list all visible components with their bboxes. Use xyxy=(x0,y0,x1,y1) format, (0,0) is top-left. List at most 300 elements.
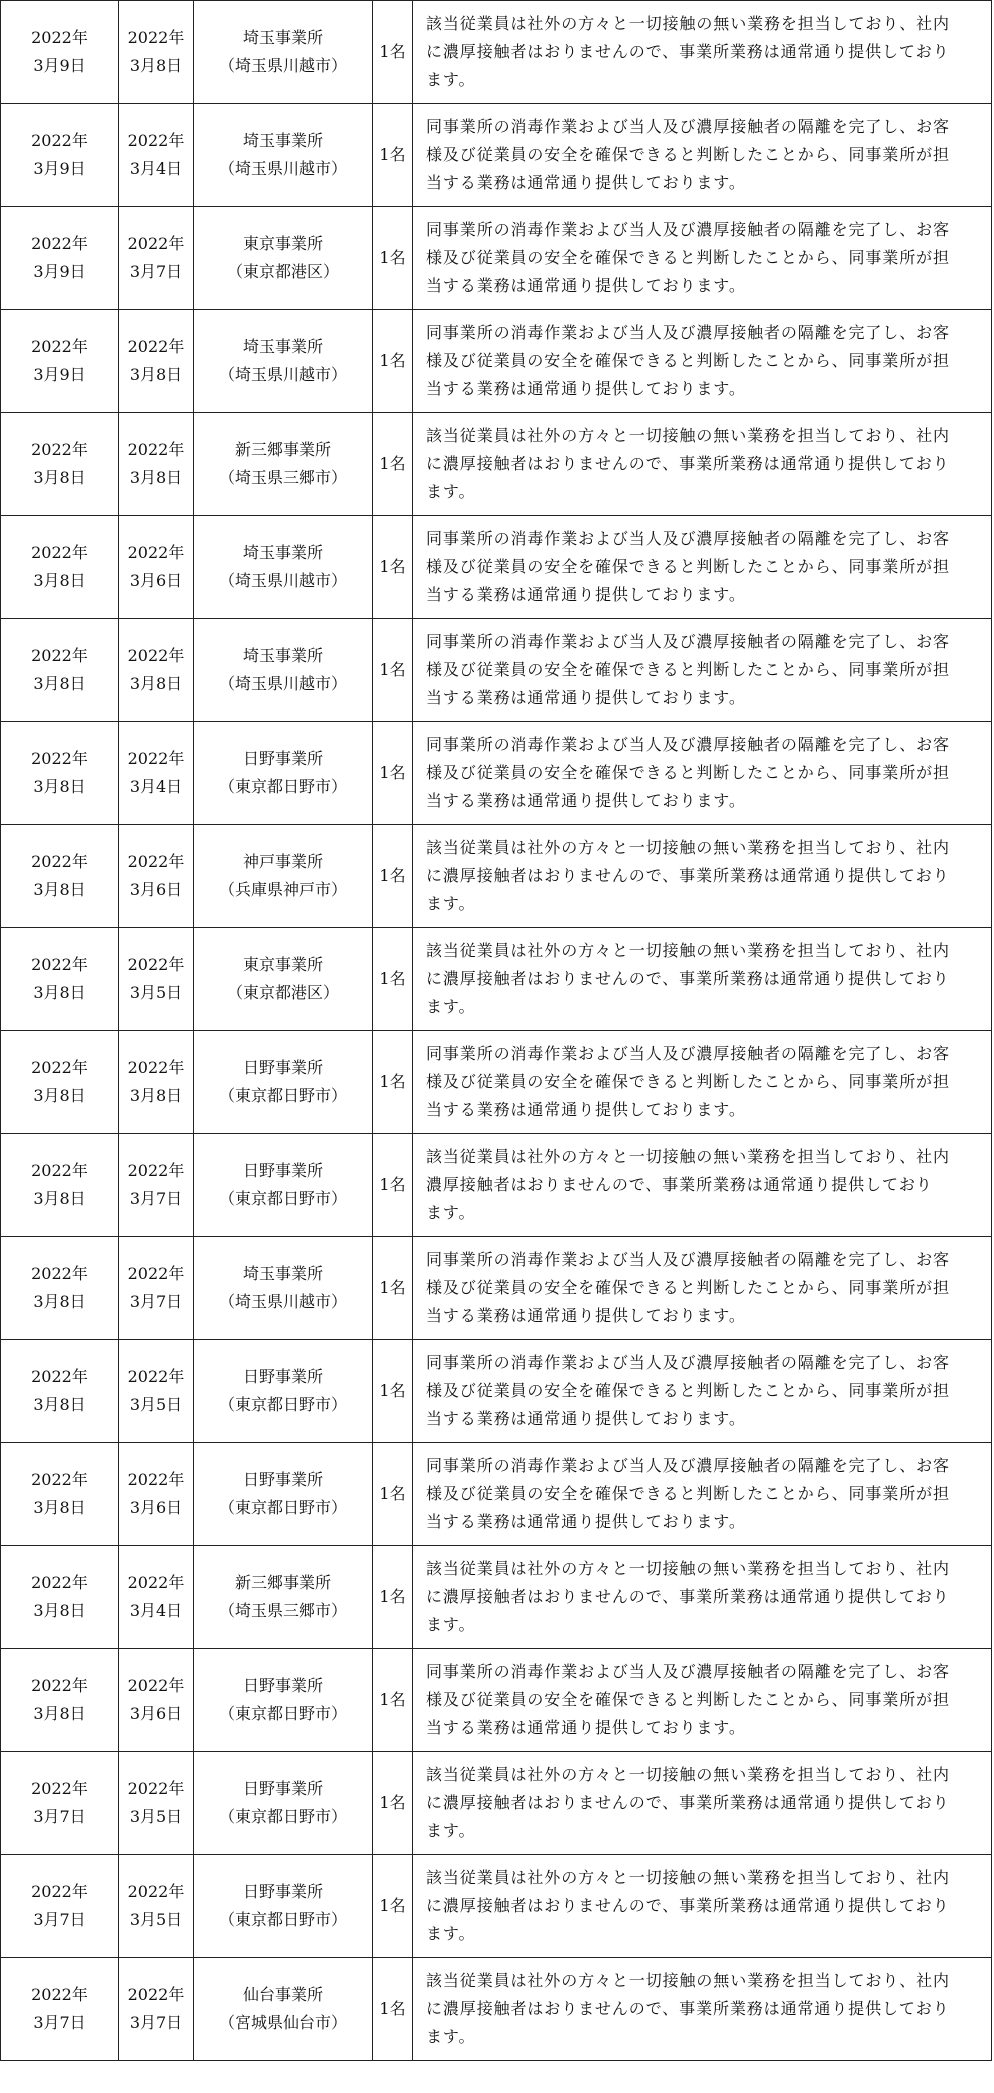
announcement-date-line: 3月8日 xyxy=(33,1086,86,1105)
status-line: 当する業務は通常通り提供しております。 xyxy=(426,379,746,398)
announcement-date-cell xyxy=(1,207,119,310)
status-line: 当する業務は通常通り提供しております。 xyxy=(426,1306,746,1325)
table-row xyxy=(1,104,992,207)
office-line: 日野事業所 xyxy=(242,1058,323,1077)
status-line: 様及び従業員の安全を確保できると判断したことから、同事業所が担 xyxy=(426,660,950,679)
announcement-date-line: 2022年 xyxy=(31,1779,88,1798)
status-line: に濃厚接触者はおりませんので、事業所業務は通常通り提供しており xyxy=(426,42,950,61)
case-count-cell: 1名 xyxy=(373,1958,413,2061)
status-line: 当する業務は通常通り提供しております。 xyxy=(426,276,746,295)
office-line: （東京都日野市） xyxy=(218,1395,347,1414)
status-line: 当する業務は通常通り提供しております。 xyxy=(426,688,746,707)
status-line: に濃厚接触者はおりませんので、事業所業務は通常通り提供しており xyxy=(426,1793,950,1812)
announcement-date-cell xyxy=(1,1,119,104)
table-row xyxy=(1,1752,992,1855)
office-line: （埼玉県川越市） xyxy=(218,56,347,75)
case-count-cell: 1名 xyxy=(373,1134,413,1237)
office-line: （東京都日野市） xyxy=(218,1189,347,1208)
office-line: 日野事業所 xyxy=(242,1676,323,1695)
confirmed-date-cell xyxy=(119,1855,194,1958)
status-line: 同事業所の消毒作業および当人及び濃厚接触者の隔離を完了し、お客 xyxy=(426,323,950,342)
office-line: （埼玉県三郷市） xyxy=(218,1601,347,1620)
office-cell xyxy=(194,1752,373,1855)
status-cell xyxy=(413,1958,992,2061)
confirmed-date-cell xyxy=(119,1340,194,1443)
status-line: 当する業務は通常通り提供しております。 xyxy=(426,585,746,604)
confirmed-date-line: 3月8日 xyxy=(129,365,183,384)
office-line: （埼玉県三郷市） xyxy=(218,468,347,487)
status-cell xyxy=(413,207,992,310)
office-line: （埼玉県川越市） xyxy=(218,365,347,384)
status-cell xyxy=(413,619,992,722)
case-count-cell: 1名 xyxy=(373,1855,413,1958)
announcement-date-line: 3月8日 xyxy=(33,468,86,487)
confirmed-date-line: 3月7日 xyxy=(129,1189,183,1208)
office-line: 埼玉事業所 xyxy=(242,28,323,47)
status-line: に濃厚接触者はおりませんので、事業所業務は通常通り提供しており xyxy=(426,969,950,988)
confirmed-date-cell xyxy=(119,825,194,928)
confirmed-date-cell xyxy=(119,1752,194,1855)
status-line: 当する業務は通常通り提供しております。 xyxy=(426,173,746,192)
table-row xyxy=(1,619,992,722)
announcement-date-line: 2022年 xyxy=(31,646,88,665)
status-cell xyxy=(413,1443,992,1546)
confirmed-date-cell xyxy=(119,413,194,516)
confirmed-date-line: 2022年 xyxy=(127,337,185,356)
announcement-date-line: 2022年 xyxy=(31,1676,88,1695)
confirmed-date-line: 2022年 xyxy=(127,1676,185,1695)
confirmed-date-line: 3月5日 xyxy=(129,983,183,1002)
confirmed-date-line: 2022年 xyxy=(127,1058,185,1077)
status-line: 様及び従業員の安全を確保できると判断したことから、同事業所が担 xyxy=(426,145,950,164)
status-line: に濃厚接触者はおりませんので、事業所業務は通常通り提供しており xyxy=(426,454,950,473)
case-count-cell: 1名 xyxy=(373,825,413,928)
confirmed-date-line: 2022年 xyxy=(127,28,185,47)
announcement-date-cell xyxy=(1,310,119,413)
status-line: ます。 xyxy=(426,70,476,89)
announcement-date-cell xyxy=(1,413,119,516)
case-count-cell: 1名 xyxy=(373,516,413,619)
announcement-date-line: 2022年 xyxy=(31,749,88,768)
status-line: 同事業所の消毒作業および当人及び濃厚接触者の隔離を完了し、お客 xyxy=(426,1250,950,1269)
status-line: 該当従業員は社外の方々と一切接触の無い業務を担当しており、社内 xyxy=(426,941,950,960)
confirmed-date-line: 3月4日 xyxy=(129,1601,183,1620)
announcement-date-line: 3月8日 xyxy=(33,983,86,1002)
announcement-date-line: 2022年 xyxy=(31,440,88,459)
announcement-date-line: 2022年 xyxy=(31,131,88,150)
status-line: 該当従業員は社外の方々と一切接触の無い業務を担当しており、社内 xyxy=(426,838,950,857)
confirmed-date-cell xyxy=(119,1134,194,1237)
status-line: 該当従業員は社外の方々と一切接触の無い業務を担当しており、社内 xyxy=(426,1559,950,1578)
confirmed-date-line: 2022年 xyxy=(127,749,185,768)
table-body xyxy=(1,1,992,2061)
office-line: 東京事業所 xyxy=(242,234,323,253)
case-count-cell: 1名 xyxy=(373,1340,413,1443)
status-line: 様及び従業員の安全を確保できると判断したことから、同事業所が担 xyxy=(426,248,950,267)
confirmed-date-cell xyxy=(119,516,194,619)
announcement-date-cell xyxy=(1,1752,119,1855)
status-line: 同事業所の消毒作業および当人及び濃厚接触者の隔離を完了し、お客 xyxy=(426,735,950,754)
announcement-date-cell xyxy=(1,1649,119,1752)
office-line: （宮城県仙台市） xyxy=(218,2013,347,2032)
office-line: （兵庫県神戸市） xyxy=(218,880,347,899)
announcement-date-cell xyxy=(1,1340,119,1443)
confirmed-date-line: 3月6日 xyxy=(129,880,183,899)
announcement-date-cell xyxy=(1,516,119,619)
confirmed-date-line: 3月6日 xyxy=(129,1498,183,1517)
announcement-date-line: 3月8日 xyxy=(33,777,86,796)
status-line: 様及び従業員の安全を確保できると判断したことから、同事業所が担 xyxy=(426,557,950,576)
office-line: （東京都日野市） xyxy=(218,1498,347,1517)
confirmed-date-line: 2022年 xyxy=(127,852,185,871)
confirmed-date-line: 3月6日 xyxy=(129,1704,183,1723)
office-cell xyxy=(194,1546,373,1649)
office-line: 日野事業所 xyxy=(242,1779,323,1798)
announcement-date-line: 3月8日 xyxy=(33,1704,86,1723)
case-count-cell: 1名 xyxy=(373,1,413,104)
confirmed-date-cell xyxy=(119,207,194,310)
status-cell xyxy=(413,104,992,207)
announcement-date-line: 3月7日 xyxy=(33,1910,86,1929)
status-line: 該当従業員は社外の方々と一切接触の無い業務を担当しており、社内 xyxy=(426,1147,950,1166)
status-line: ます。 xyxy=(426,894,476,913)
confirmed-date-line: 3月8日 xyxy=(129,674,183,693)
confirmed-date-cell xyxy=(119,928,194,1031)
office-cell xyxy=(194,1855,373,1958)
confirmed-date-line: 3月5日 xyxy=(129,1395,183,1414)
announcement-date-line: 2022年 xyxy=(31,337,88,356)
announcement-date-cell xyxy=(1,104,119,207)
announcement-date-line: 3月9日 xyxy=(33,56,86,75)
status-line: 様及び従業員の安全を確保できると判断したことから、同事業所が担 xyxy=(426,1072,950,1091)
announcement-date-line: 2022年 xyxy=(31,1573,88,1592)
office-cell xyxy=(194,825,373,928)
case-count-cell: 1名 xyxy=(373,1546,413,1649)
office-cell xyxy=(194,1,373,104)
status-cell xyxy=(413,1134,992,1237)
confirmed-date-line: 2022年 xyxy=(127,1161,185,1180)
announcement-date-cell xyxy=(1,722,119,825)
office-line: 埼玉事業所 xyxy=(242,646,323,665)
table-row xyxy=(1,1,992,104)
announcement-date-line: 3月8日 xyxy=(33,1292,86,1311)
confirmed-date-line: 2022年 xyxy=(127,1985,185,2004)
announcement-date-line: 2022年 xyxy=(31,1367,88,1386)
announcement-date-cell xyxy=(1,1958,119,2061)
table-row xyxy=(1,1443,992,1546)
office-line: 神戸事業所 xyxy=(242,852,323,871)
announcement-date-line: 2022年 xyxy=(31,1161,88,1180)
status-cell xyxy=(413,1237,992,1340)
office-line: （東京都日野市） xyxy=(218,1086,347,1105)
office-line: （東京都港区） xyxy=(226,983,339,1002)
office-line: （埼玉県川越市） xyxy=(218,1292,347,1311)
announcement-date-cell xyxy=(1,1443,119,1546)
status-cell xyxy=(413,1752,992,1855)
confirmed-date-line: 2022年 xyxy=(127,1779,185,1798)
announcement-date-line: 2022年 xyxy=(31,1882,88,1901)
table-row xyxy=(1,516,992,619)
office-line: （埼玉県川越市） xyxy=(218,674,347,693)
office-line: 日野事業所 xyxy=(242,1470,323,1489)
office-cell xyxy=(194,1237,373,1340)
office-line: （東京都日野市） xyxy=(218,1807,347,1826)
office-line: 新三郷事業所 xyxy=(234,1573,331,1592)
status-line: ます。 xyxy=(426,997,476,1016)
table-row xyxy=(1,310,992,413)
announcement-date-cell xyxy=(1,825,119,928)
office-cell xyxy=(194,619,373,722)
office-line: 日野事業所 xyxy=(242,1161,323,1180)
announcement-date-line: 3月8日 xyxy=(33,674,86,693)
case-count-cell: 1名 xyxy=(373,1031,413,1134)
status-line: 同事業所の消毒作業および当人及び濃厚接触者の隔離を完了し、お客 xyxy=(426,632,950,651)
status-line: 該当従業員は社外の方々と一切接触の無い業務を担当しており、社内 xyxy=(426,14,950,33)
office-line: 埼玉事業所 xyxy=(242,131,323,150)
status-line: 当する業務は通常通り提供しております。 xyxy=(426,1100,746,1119)
status-line: ます。 xyxy=(426,1821,476,1840)
case-count-cell: 1名 xyxy=(373,722,413,825)
status-line: に濃厚接触者はおりませんので、事業所業務は通常通り提供しており xyxy=(426,1587,950,1606)
confirmed-date-line: 2022年 xyxy=(127,543,185,562)
office-cell xyxy=(194,1443,373,1546)
confirmed-date-cell xyxy=(119,1,194,104)
status-cell xyxy=(413,310,992,413)
announcement-date-cell xyxy=(1,1031,119,1134)
confirmed-date-line: 2022年 xyxy=(127,955,185,974)
confirmed-date-line: 3月5日 xyxy=(129,1910,183,1929)
table-row xyxy=(1,1958,992,2061)
office-line: （東京都日野市） xyxy=(218,1704,347,1723)
table-row xyxy=(1,722,992,825)
table-row xyxy=(1,413,992,516)
status-line: 同事業所の消毒作業および当人及び濃厚接触者の隔離を完了し、お客 xyxy=(426,1044,950,1063)
confirmed-date-line: 3月7日 xyxy=(129,262,183,281)
confirmed-date-line: 3月6日 xyxy=(129,571,183,590)
confirmed-date-line: 2022年 xyxy=(127,131,185,150)
office-cell xyxy=(194,310,373,413)
office-cell xyxy=(194,1340,373,1443)
office-line: 埼玉事業所 xyxy=(242,543,323,562)
confirmed-date-line: 3月5日 xyxy=(129,1807,183,1826)
table-row xyxy=(1,928,992,1031)
confirmed-date-line: 2022年 xyxy=(127,440,185,459)
status-line: ます。 xyxy=(426,482,476,501)
announcement-date-line: 3月7日 xyxy=(33,2013,86,2032)
status-line: ます。 xyxy=(426,1615,476,1634)
confirmed-date-cell xyxy=(119,104,194,207)
announcement-date-line: 3月9日 xyxy=(33,159,86,178)
confirmed-date-line: 3月4日 xyxy=(129,777,183,796)
office-line: 日野事業所 xyxy=(242,1882,323,1901)
confirmed-date-cell xyxy=(119,1958,194,2061)
status-cell xyxy=(413,825,992,928)
announcement-date-line: 3月8日 xyxy=(33,1498,86,1517)
announcement-date-line: 2022年 xyxy=(31,234,88,253)
status-line: 当する業務は通常通り提供しております。 xyxy=(426,1409,746,1428)
status-cell xyxy=(413,1546,992,1649)
status-cell xyxy=(413,1855,992,1958)
office-line: （東京都日野市） xyxy=(218,777,347,796)
announcement-date-cell xyxy=(1,1546,119,1649)
table-row xyxy=(1,207,992,310)
confirmed-date-line: 2022年 xyxy=(127,1573,185,1592)
office-cell xyxy=(194,207,373,310)
confirmed-date-line: 2022年 xyxy=(127,646,185,665)
office-line: 東京事業所 xyxy=(242,955,323,974)
confirmed-date-line: 3月4日 xyxy=(129,159,183,178)
announcement-date-line: 2022年 xyxy=(31,955,88,974)
status-line: 様及び従業員の安全を確保できると判断したことから、同事業所が担 xyxy=(426,763,950,782)
status-line: に濃厚接触者はおりませんので、事業所業務は通常通り提供しており xyxy=(426,866,950,885)
status-line: 該当従業員は社外の方々と一切接触の無い業務を担当しており、社内 xyxy=(426,1765,950,1784)
announcement-date-cell xyxy=(1,928,119,1031)
confirmed-date-line: 3月7日 xyxy=(129,1292,183,1311)
announcement-date-line: 3月8日 xyxy=(33,880,86,899)
office-cell xyxy=(194,1649,373,1752)
status-line: 当する業務は通常通り提供しております。 xyxy=(426,1718,746,1737)
table-row xyxy=(1,1546,992,1649)
case-count-cell: 1名 xyxy=(373,1752,413,1855)
announcement-date-line: 2022年 xyxy=(31,852,88,871)
announcement-date-cell xyxy=(1,1855,119,1958)
status-line: 同事業所の消毒作業および当人及び濃厚接触者の隔離を完了し、お客 xyxy=(426,529,950,548)
office-line: （埼玉県川越市） xyxy=(218,159,347,178)
status-line: 様及び従業員の安全を確保できると判断したことから、同事業所が担 xyxy=(426,1690,950,1709)
office-line: 新三郷事業所 xyxy=(234,440,331,459)
status-line: 様及び従業員の安全を確保できると判断したことから、同事業所が担 xyxy=(426,1278,950,1297)
announcement-date-line: 2022年 xyxy=(31,1470,88,1489)
status-cell xyxy=(413,516,992,619)
office-cell xyxy=(194,1134,373,1237)
confirmed-date-cell xyxy=(119,1443,194,1546)
confirmed-date-line: 2022年 xyxy=(127,1367,185,1386)
confirmed-date-line: 3月7日 xyxy=(129,2013,183,2032)
status-line: に濃厚接触者はおりませんので、事業所業務は通常通り提供しており xyxy=(426,1999,950,2018)
status-line: 同事業所の消毒作業および当人及び濃厚接触者の隔離を完了し、お客 xyxy=(426,1353,950,1372)
status-line: ます。 xyxy=(426,1203,476,1222)
confirmed-date-line: 2022年 xyxy=(127,1264,185,1283)
status-line: 様及び従業員の安全を確保できると判断したことから、同事業所が担 xyxy=(426,351,950,370)
status-line: 当する業務は通常通り提供しております。 xyxy=(426,1512,746,1531)
case-count-cell: 1名 xyxy=(373,207,413,310)
status-cell xyxy=(413,1031,992,1134)
status-line: 同事業所の消毒作業および当人及び濃厚接触者の隔離を完了し、お客 xyxy=(426,220,950,239)
confirmed-date-line: 2022年 xyxy=(127,234,185,253)
announcement-date-line: 2022年 xyxy=(31,1058,88,1077)
office-line: 埼玉事業所 xyxy=(242,1264,323,1283)
status-line: 同事業所の消毒作業および当人及び濃厚接触者の隔離を完了し、お客 xyxy=(426,1456,950,1475)
confirmed-date-cell xyxy=(119,1649,194,1752)
table-row xyxy=(1,825,992,928)
office-line: 仙台事業所 xyxy=(242,1985,323,2004)
confirmed-date-line: 2022年 xyxy=(127,1882,185,1901)
confirmed-date-cell xyxy=(119,310,194,413)
status-cell xyxy=(413,1340,992,1443)
status-line: 同事業所の消毒作業および当人及び濃厚接触者の隔離を完了し、お客 xyxy=(426,117,950,136)
office-cell xyxy=(194,928,373,1031)
status-cell xyxy=(413,1,992,104)
case-count-cell: 1名 xyxy=(373,1443,413,1546)
announcement-date-line: 2022年 xyxy=(31,28,88,47)
status-line: 様及び従業員の安全を確保できると判断したことから、同事業所が担 xyxy=(426,1381,950,1400)
office-cell xyxy=(194,516,373,619)
announcement-date-cell xyxy=(1,1237,119,1340)
status-cell xyxy=(413,413,992,516)
confirmed-date-line: 2022年 xyxy=(127,1470,185,1489)
status-cell xyxy=(413,1649,992,1752)
office-cell xyxy=(194,104,373,207)
confirmed-date-cell xyxy=(119,1546,194,1649)
office-line: （東京都港区） xyxy=(226,262,339,281)
announcement-date-line: 3月9日 xyxy=(33,262,86,281)
table-row xyxy=(1,1237,992,1340)
status-line: ます。 xyxy=(426,1924,476,1943)
status-line: 同事業所の消毒作業および当人及び濃厚接触者の隔離を完了し、お客 xyxy=(426,1662,950,1681)
announcement-date-line: 2022年 xyxy=(31,543,88,562)
status-cell xyxy=(413,928,992,1031)
status-line: 当する業務は通常通り提供しております。 xyxy=(426,791,746,810)
confirmed-date-cell xyxy=(119,1237,194,1340)
announcement-date-line: 3月8日 xyxy=(33,1601,86,1620)
table-row xyxy=(1,1340,992,1443)
confirmed-date-line: 3月8日 xyxy=(129,56,183,75)
case-count-cell: 1名 xyxy=(373,619,413,722)
announcement-date-line: 2022年 xyxy=(31,1264,88,1283)
case-count-cell: 1名 xyxy=(373,1237,413,1340)
status-cell xyxy=(413,722,992,825)
office-line: 埼玉事業所 xyxy=(242,337,323,356)
announcement-date-line: 3月8日 xyxy=(33,571,86,590)
confirmed-date-line: 3月8日 xyxy=(129,468,183,487)
case-count-cell: 1名 xyxy=(373,1649,413,1752)
office-cell xyxy=(194,1031,373,1134)
announcement-date-cell xyxy=(1,619,119,722)
status-line: 該当従業員は社外の方々と一切接触の無い業務を担当しており、社内 xyxy=(426,1971,950,1990)
case-count-cell: 1名 xyxy=(373,104,413,207)
office-cell xyxy=(194,722,373,825)
status-line: 様及び従業員の安全を確保できると判断したことから、同事業所が担 xyxy=(426,1484,950,1503)
announcement-date-line: 3月9日 xyxy=(33,365,86,384)
status-line: ます。 xyxy=(426,2027,476,2046)
case-count-cell: 1名 xyxy=(373,928,413,1031)
announcement-date-line: 3月8日 xyxy=(33,1189,86,1208)
status-line: 該当従業員は社外の方々と一切接触の無い業務を担当しており、社内 xyxy=(426,1868,950,1887)
office-line: （東京都日野市） xyxy=(218,1910,347,1929)
office-cell xyxy=(194,413,373,516)
table-row xyxy=(1,1855,992,1958)
office-line: （埼玉県川越市） xyxy=(218,571,347,590)
announcement-date-line: 3月8日 xyxy=(33,1395,86,1414)
announcement-date-line: 3月7日 xyxy=(33,1807,86,1826)
table-row xyxy=(1,1134,992,1237)
confirmed-date-cell xyxy=(119,722,194,825)
confirmed-date-cell xyxy=(119,1031,194,1134)
status-line: 該当従業員は社外の方々と一切接触の無い業務を担当しており、社内 xyxy=(426,426,950,445)
office-line: 日野事業所 xyxy=(242,1367,323,1386)
office-cell xyxy=(194,1958,373,2061)
table-row xyxy=(1,1031,992,1134)
status-line: に濃厚接触者はおりませんので、事業所業務は通常通り提供しており xyxy=(426,1896,950,1915)
case-count-cell: 1名 xyxy=(373,413,413,516)
confirmed-date-cell xyxy=(119,619,194,722)
office-line: 日野事業所 xyxy=(242,749,323,768)
status-line: 濃厚接触者はおりませんので、事業所業務は通常通り提供しており xyxy=(426,1175,933,1194)
confirmed-date-line: 3月8日 xyxy=(129,1086,183,1105)
announcement-date-cell xyxy=(1,1134,119,1237)
case-count-cell: 1名 xyxy=(373,310,413,413)
table-row xyxy=(1,1649,992,1752)
